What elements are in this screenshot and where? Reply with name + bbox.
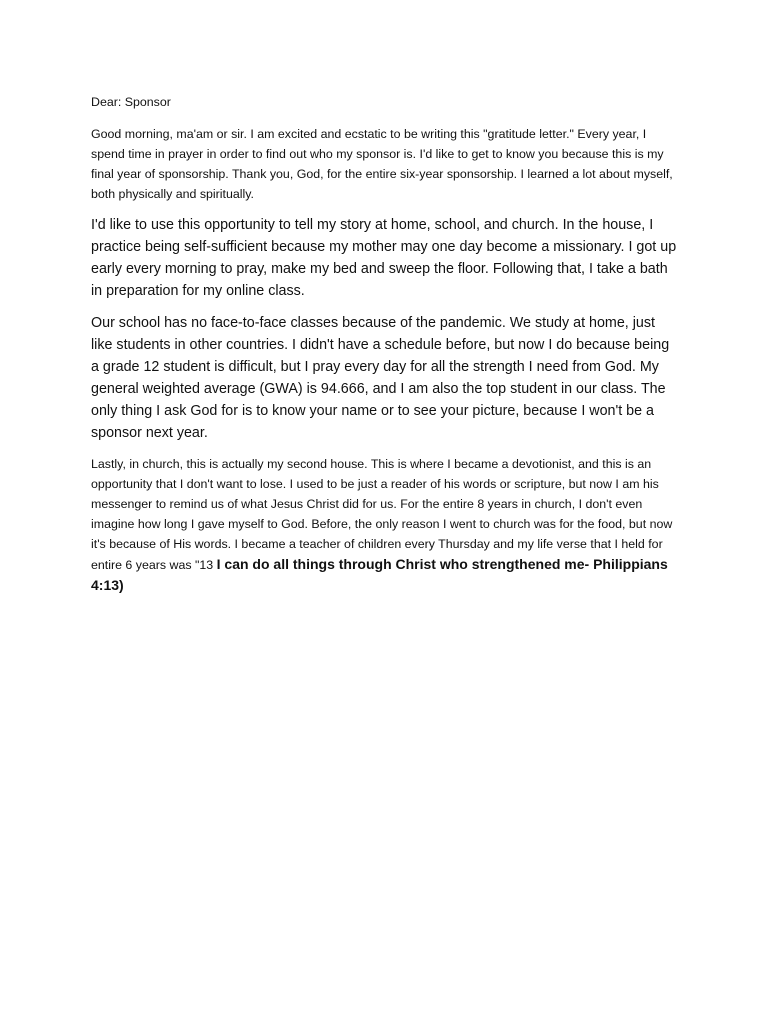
life-verse: I can do all things through Christ who strengthened me- Philippians 4:13) — [91, 556, 668, 593]
paragraph-intro: Good morning, ma'am or sir. I am excited and ecstatic to be writing this "gratitude letter." Every year, I spend time in prayer in order to find out who my sponsor is. I'd like to get to know you because this is my final year of sponsorship. Thank you, God, for the entire six-year sponsorship. I learned a lot about myself, both physically and spiritually. — [91, 127, 673, 201]
salutation: Dear: Sponsor — [91, 95, 171, 109]
paragraph-home: I'd like to use this opportunity to tell my story at home, school, and church. In the house, I practice being self-sufficient because my mother may one day become a missionary. I got up early every morning to pray, make my bed and sweep the floor. Following that, I take a bath in preparation for my online class. — [91, 217, 677, 299]
paragraph-church-text: Lastly, in church, this is actually my second house. This is where I became a devotionist, and this is an opportunity that I don't want to lose. I used to be just a reader of his words or scripture, but now I am his messenger to remind us of what Jesus Christ did for us. For the entire 8 years in church, I don't even imagine how long I gave myself to God. Before, the only reason I went to church was for the food, but now it's because of His words. I became a teacher of children every Thursday and my life verse that I held for entire 6 years was "13 — [91, 457, 673, 572]
paragraph-school: Our school has no face-to-face classes because of the pandemic. We study at home, just like students in other countries. I didn't have a schedule before, but now I do because being a grade 12 student is difficult, but I pray every day for all the strength I need from God. My general weighted average (GWA) is 94.666, and I am also the top student in our class. The only thing I ask God for is to know your name or to see your picture, because I won't be a sponsor next year. — [91, 315, 670, 441]
paragraph-church — [91, 454, 680, 596]
